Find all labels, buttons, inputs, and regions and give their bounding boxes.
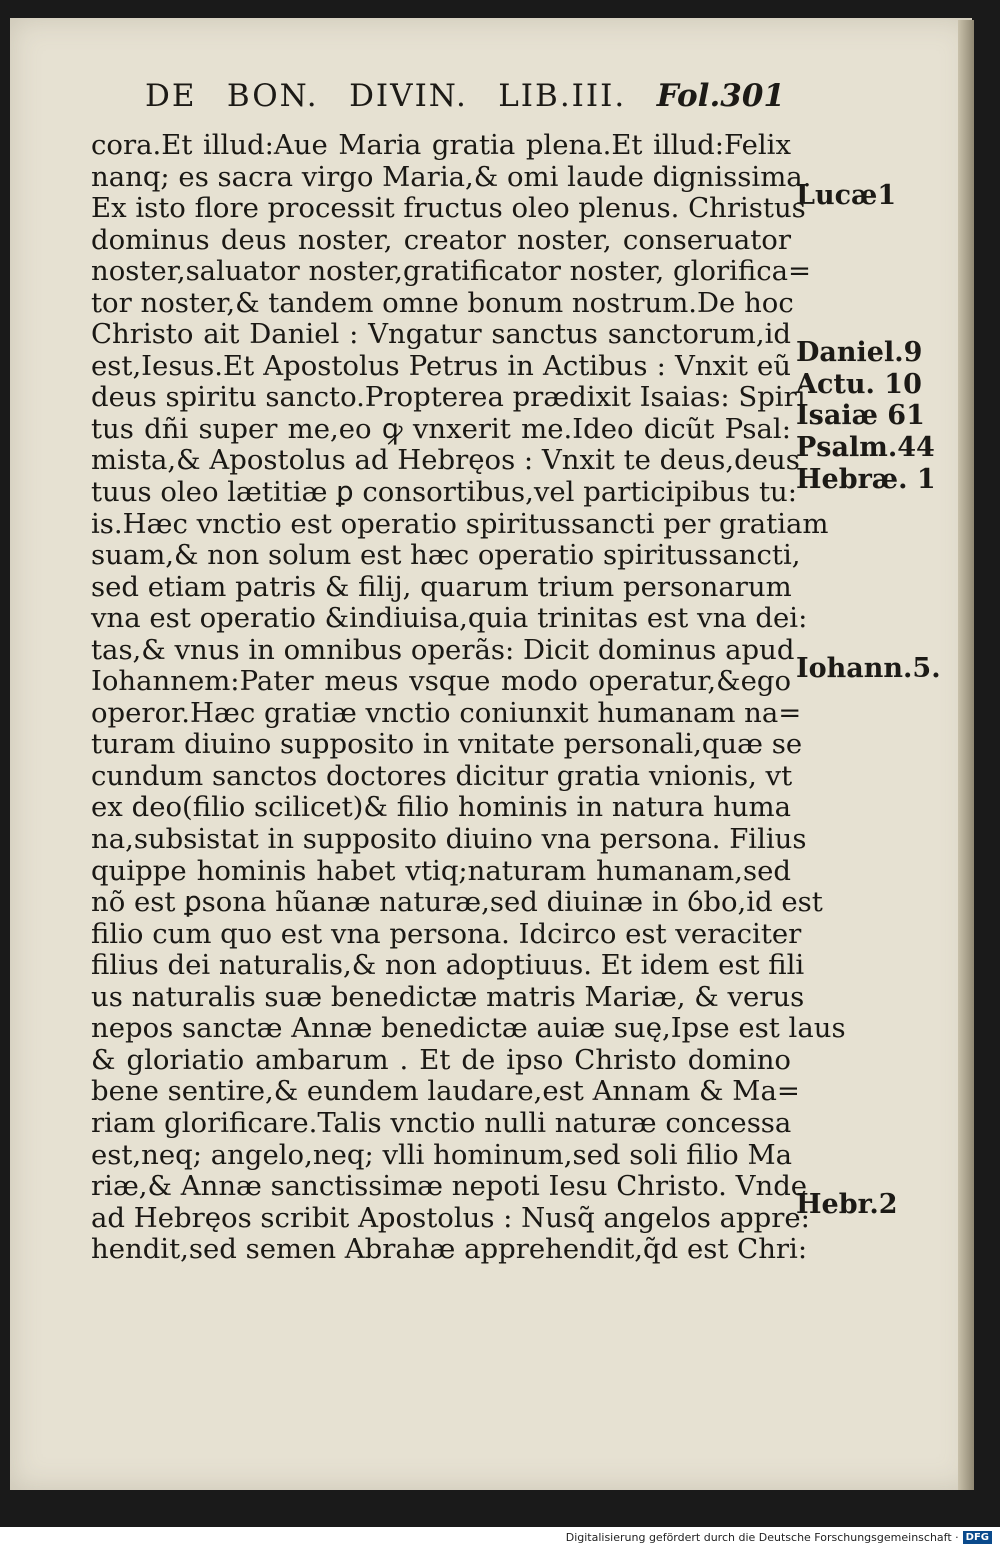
text-line: Ex isto flore processit fructus oleo plenus. Christus [91, 192, 806, 225]
digitization-footer: Digitalisierung gefördert durch die Deutsche Forschungsgemeinschaft · DFG [0, 1527, 1000, 1548]
margin-reference: Psalm.44 [796, 431, 935, 463]
text-line: noster,saluator noster,gratificator noster, glorifica= [91, 255, 812, 288]
margin-reference: Daniel.9 [796, 337, 923, 369]
running-title-word: BON. [226, 78, 319, 114]
dfg-logo: DFG [963, 1531, 992, 1544]
text-line: est,Iesus.Et Apostolus Petrus in Actibus : Vnxit eũ [91, 349, 791, 382]
text-line: sed etiam patris & filij, quarum trium personarum [91, 570, 792, 603]
funding-credit: Digitalisierung gefördert durch die Deutsche Forschungsgemeinschaft [565, 1531, 952, 1544]
text-line: Iohannem:Pater meus vsque modo operatur,&ego [91, 665, 791, 698]
running-title-word: DIVIN. [349, 78, 468, 114]
body-text [91, 129, 846, 1266]
margin-reference: Hebræ. 1 [796, 463, 936, 495]
text-line: est,neq; angelo,neq; vlli hominum,sed soli filio Ma [91, 1138, 793, 1171]
text-line: bene sentire,& eundem laudare,est Annam & Ma= [91, 1075, 800, 1108]
text-line: quippe hominis habet vtiq;naturam humanam,sed [91, 854, 791, 887]
text-line: & gloriatio ambarum . Et de ipso Christo domino [91, 1043, 791, 1076]
margin-reference: Isaiæ 61 [796, 400, 925, 432]
text-line: nanq; es sacra virgo Maria,& omi laude dignissima. [91, 160, 812, 193]
text-line: riæ,& Annæ sanctissimæ nepoti Iesu Christo. Vnde [91, 1170, 808, 1203]
margin-reference: Iohann.5. [796, 652, 941, 684]
folio-number: Fol.301 [656, 78, 785, 114]
text-line: ex deo(filio scilicet)& filio hominis in natura huma [91, 791, 791, 824]
running-title-word: DE [145, 78, 197, 114]
text-line: mista,& Apostolus ad Hebręos : Vnxit te deus,deus [91, 444, 800, 477]
text-line: cundum sanctos doctores dicitur gratia vnionis, vt [91, 759, 793, 792]
text-line: turam diuino supposito in vnitate personali,quæ se [91, 728, 803, 761]
text-line: filius dei naturalis,& non adoptiuus. Et idem est fili [91, 949, 805, 982]
text-line: tor noster,& tandem omne bonum nostrum.De hoc [91, 286, 794, 319]
text-line: filio cum quo est vna persona. Idcirco est veraciter [91, 917, 802, 950]
margin-reference: Lucæ1 [796, 179, 897, 211]
text-line: tuus oleo lætitiæ ꝑ consortibus,vel participibus tu: [91, 476, 798, 509]
text-line: is.Hæc vnctio est operatio spiritussancti per gratiam [91, 507, 829, 540]
text-line: dominus deus noster, creator noster, conseruator [91, 223, 791, 256]
text-line: Christo ait Daniel : Vngatur sanctus sanctorum,id [91, 318, 791, 351]
text-line: nepos sanctæ Annæ benedictæ auiæ suę,Ipse est laus [91, 1012, 846, 1045]
page-edge [958, 20, 974, 1490]
text-line: na,subsistat in supposito diuino vna persona. Filius [91, 823, 807, 856]
text-line: cora.Et illud:Aue Maria gratia plena.Et illud:Felix [91, 129, 791, 161]
text-line: vna est operatio &indiuisa,quia trinitas est vna dei: [91, 602, 808, 635]
text-line: ad Hebręos scribit Apostolus : Nusq̃ angelos appre: [91, 1201, 810, 1234]
text-line: riam glorificare.Talis vnctio nulli naturæ concessa [91, 1106, 792, 1139]
margin-reference: Hebr.2 [796, 1189, 898, 1221]
margin-reference: Actu. 10 [796, 368, 922, 400]
text-line: tas,& vnus in omnibus operãs: Dicit dominus apud [91, 633, 795, 666]
running-title-word: LIB.III. [498, 78, 627, 114]
text-line: operor.Hæc gratiæ vnctio coniunxit humanam na= [91, 696, 802, 729]
text-line: hendit,sed semen Abrahæ apprehendit,q̃d est Chri: [91, 1233, 808, 1266]
text-line: nõ est ꝑsona hũanæ naturæ,sed diuinæ in ỽbo,id est [91, 886, 823, 919]
running-header [145, 78, 785, 114]
text-line: us naturalis suæ benedictæ matris Mariæ, & verus [91, 980, 805, 1013]
text-line: tus dñi super me,eo ꝙ vnxerit me.Ideo dicũt Psal: [91, 412, 791, 445]
text-line: deus spiritu sancto.Propterea prædixit Isaias: Spiri [91, 381, 806, 414]
text-line: suam,& non solum est hæc operatio spiritussancti, [91, 539, 801, 572]
